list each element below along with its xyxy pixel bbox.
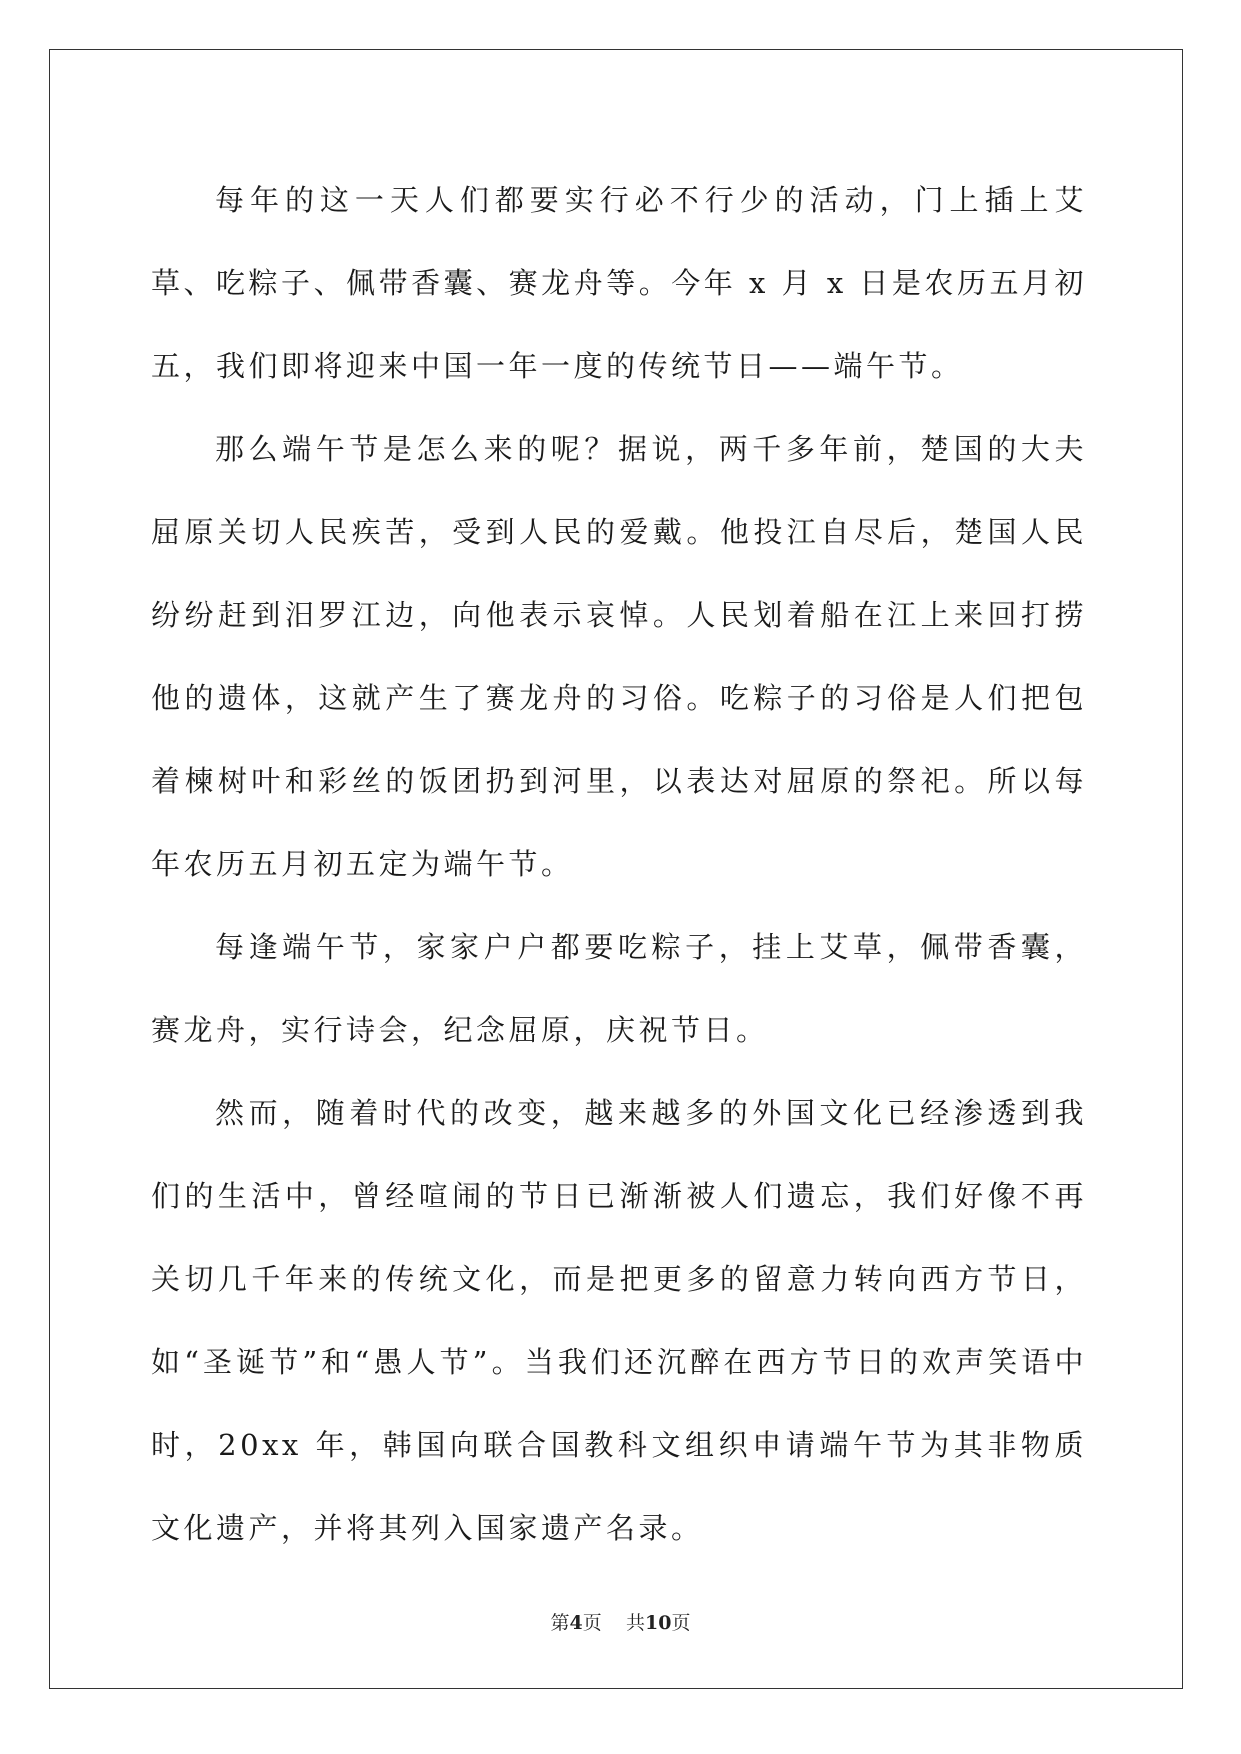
- page-total-prefix: 共: [625, 1612, 645, 1634]
- page-footer: [0, 1608, 1241, 1635]
- paragraph: 那么端午节是怎么来的呢？据说，两千多年前，楚国的大夫屈原关切人民疾苦，受到人民的爱戴。他投江自尽后，楚国人民纷纷赶到汨罗江边，向他表示哀悼。人民划着船在江上来回打捞他的遗体，这就产生了赛龙舟的习俗。吃粽子的习俗是人们把包着楝树叶和彩丝的饭团扔到河里，以表达对屈原的祭祀。所以每年农历五月初五定为端午节。: [151, 432, 1087, 881]
- page-number-unit: 页: [582, 1612, 602, 1634]
- paragraph: 每年的这一天人们都要实行必不行少的活动，门上插上艾草、吃粽子、佩带香囊、赛龙舟等。今年 x 月 x 日是农历五月初五，我们即将迎来中国一年一度的传统节日——端午节。: [151, 183, 1087, 383]
- page-number: 4: [569, 1612, 583, 1634]
- page-number-prefix: 第: [550, 1612, 570, 1634]
- page-total-unit: 页: [671, 1612, 691, 1634]
- paragraph: 然而，随着时代的改变，越来越多的外国文化已经渗透到我们的生活中，曾经喧闹的节日已渐渐被人们遗忘，我们好像不再关切几千年来的传统文化，而是把更多的留意力转向西方节日，如“圣诞节”和“愚人节”。当我们还沉醉在西方节日的欢声笑语中时，20xx 年，韩国向联合国教科文组织申请端午节为其非物质文化遗产，并将其列入国家遗产名录。: [151, 1096, 1087, 1545]
- page-total: 10: [644, 1612, 672, 1634]
- paragraph: 每逢端午节，家家户户都要吃粽子，挂上艾草，佩带香囊，赛龙舟，实行诗会，纪念屈原，庆祝节日。: [151, 930, 1087, 1047]
- document-body: [151, 159, 1087, 1570]
